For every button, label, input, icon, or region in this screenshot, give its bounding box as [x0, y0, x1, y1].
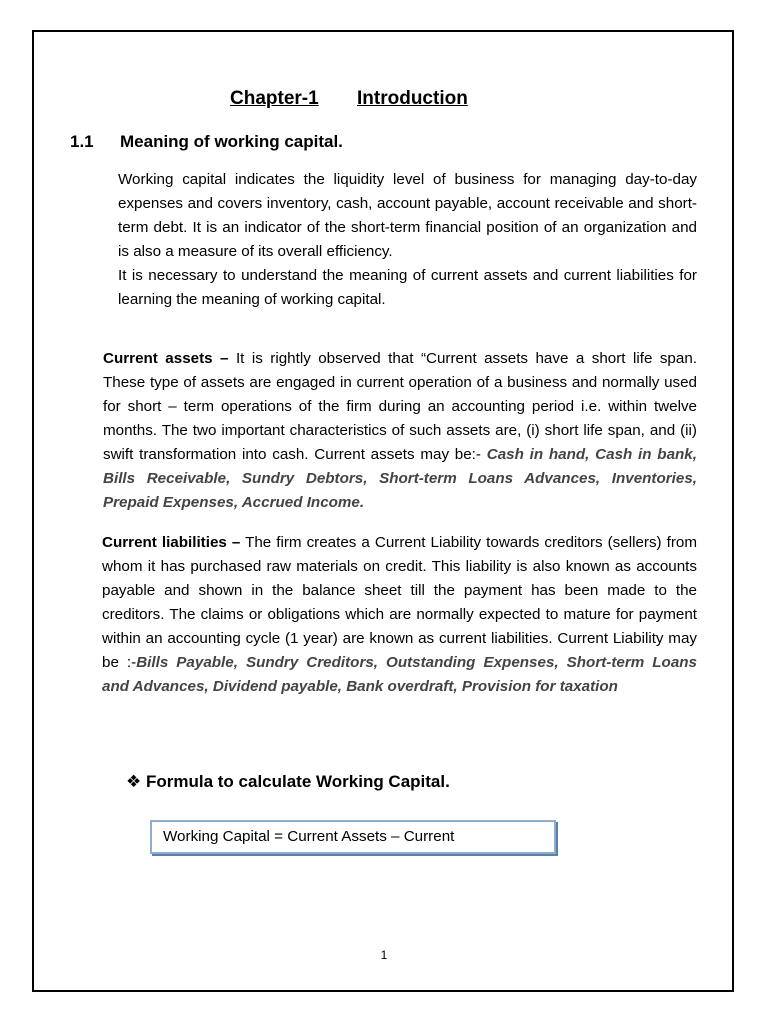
current-liabilities-items: Bills Payable, Sundry Creditors, Outstanding Expenses, Short-term Loans and Advances, Dividend payable, Bank overdraft, Provision for taxation: [102, 654, 698, 695]
current-assets-items: Cash in hand, Cash in bank, Bills Receivable, Sundry Debtors, Short-term Loans Advances, Inventories, Prepaid Expenses, Accrued Income.: [103, 446, 697, 511]
current-liabilities-term: Current liabilities –: [102, 534, 241, 551]
intro-paragraphs: [118, 168, 697, 312]
intro-paragraph-2: It is necessary to understand the meaning of current assets and current liabilities for learning the meaning of working capital.: [118, 267, 697, 308]
current-assets-text: It is rightly observed that “Current assets have a short life span. These type of assets are engaged in current operation of a business and normally used for short – term operations of the firm during an accounting period i.e. within twelve months. The two important characteristics of such assets are, (i) short life span, and (ii) swift transformation into cash. Current assets may be:-: [103, 350, 697, 463]
section-number: 1.1: [70, 132, 94, 151]
formula-heading-text: Formula to calculate Working Capital.: [145, 772, 450, 791]
current-assets-paragraph: [103, 347, 697, 515]
chapter-title: Introduction: [357, 88, 468, 109]
section-title: Meaning of working capital.: [120, 132, 343, 151]
formula-box: Working Capital = Current Assets – Current: [150, 820, 556, 854]
diamond-bullet-icon: ❖: [126, 772, 142, 791]
current-liabilities-text: The firm creates a Current Liability towards creditors (sellers) from whom it has purchased raw materials on credit. This liability is also known as accounts payable and shown in the balance sheet till the payment has been made to the creditors. The claims or obligations which are normally expected to mature for payment within an accounting cycle (1 year) are known as current liabilities. Current Liability may be :-: [102, 534, 697, 671]
page-number: 1: [380, 948, 388, 962]
intro-paragraph-1: Working capital indicates the liquidity level of business for managing day-to-day expenses and covers inventory, cash, account payable, account receivable and short-term debt. It is an indicator of the short-term financial position of an organization and is also a measure of its overall efficiency.: [118, 171, 697, 260]
chapter-label: Chapter-1: [230, 88, 319, 109]
formula-heading: [126, 772, 450, 792]
current-assets-term: Current assets –: [103, 350, 229, 367]
current-liabilities-paragraph: [102, 531, 697, 699]
